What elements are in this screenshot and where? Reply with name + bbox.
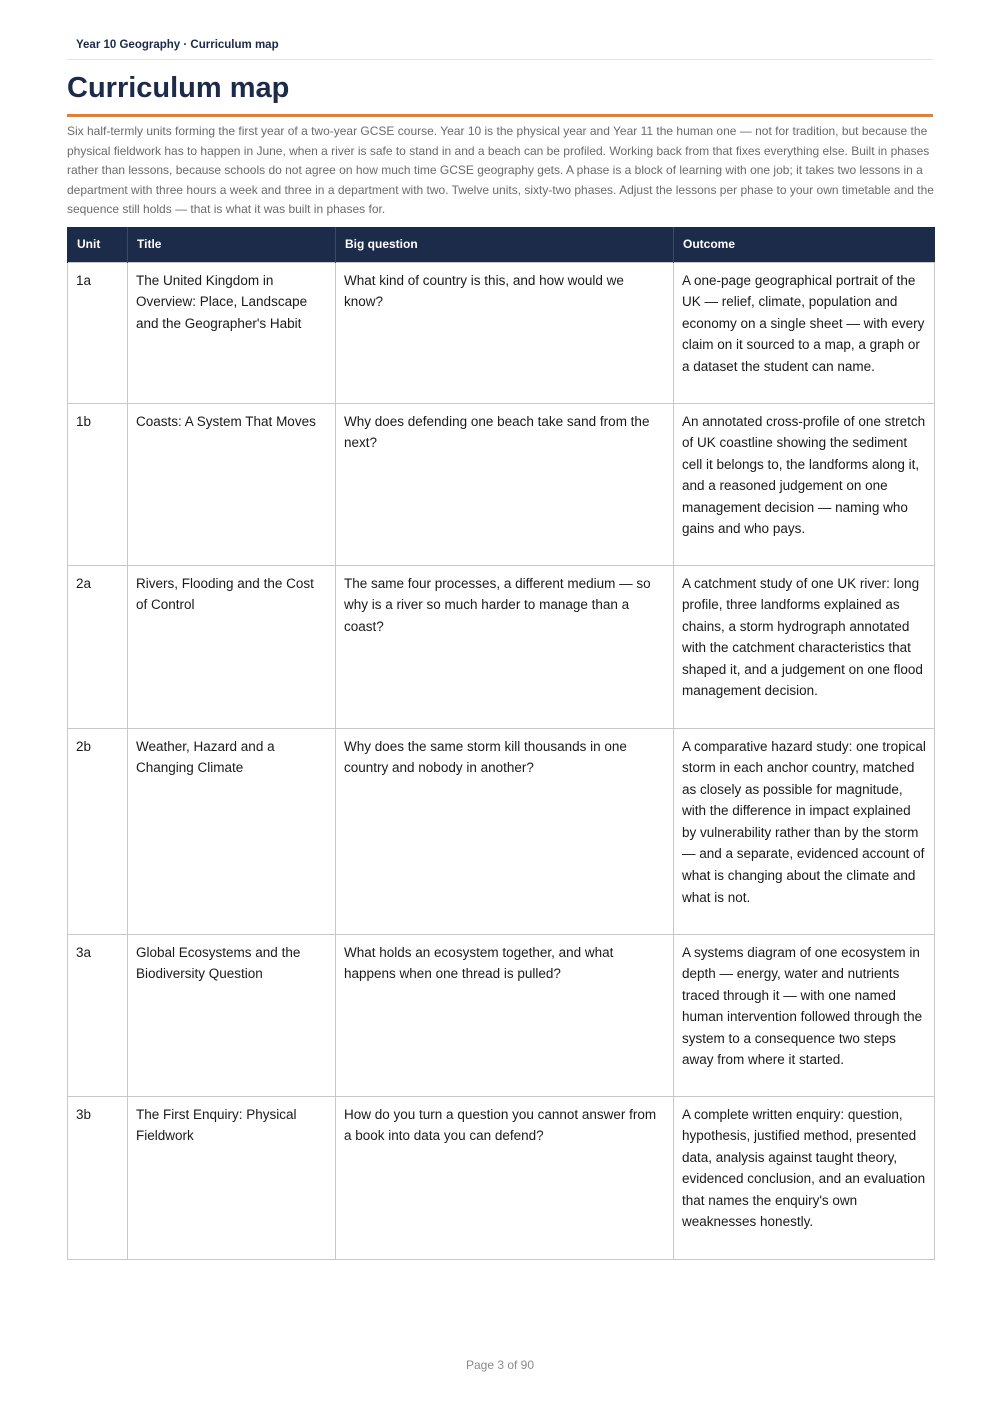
big-question-cell: The same four processes, a different medium — so why is a river so much harder to manage than a coast?	[336, 565, 674, 728]
table-row	[68, 1096, 935, 1259]
running-header: Year 10 Geography · Curriculum map	[67, 38, 933, 60]
unit-cell: 2a	[68, 565, 128, 728]
column-header-title: Title	[128, 227, 336, 262]
table-row	[68, 403, 935, 565]
column-header-big-question: Big question	[336, 227, 674, 262]
title-cell: Weather, Hazard and a Changing Climate	[128, 728, 336, 934]
table-row	[68, 565, 935, 728]
column-header-unit: Unit	[68, 227, 128, 262]
column-header-outcome: Outcome	[674, 227, 935, 262]
unit-cell: 2b	[68, 728, 128, 934]
title-cell: The First Enquiry: Physical Fieldwork	[128, 1096, 336, 1259]
outcome-cell: A one-page geographical portrait of the UK — relief, climate, population and economy on a single sheet — with every claim on it sourced to a map, a graph or a dataset the student can name.	[674, 262, 935, 403]
table-row	[68, 934, 935, 1096]
title-cell: Coasts: A System That Moves	[128, 403, 336, 565]
table-row	[68, 728, 935, 934]
big-question-cell: What holds an ecosystem together, and what happens when one thread is pulled?	[336, 934, 674, 1096]
outcome-cell: An annotated cross-profile of one stretch of UK coastline showing the sediment cell it belongs to, the landforms along it, and a reasoned judgement on one management decision — naming who gains and who pays.	[674, 403, 935, 565]
table-row	[68, 262, 935, 403]
outcome-cell: A comparative hazard study: one tropical storm in each anchor country, matched as closely as possible for magnitude, with the difference in impact explained by vulnerability rather than by the storm — and a separate, evidenced account of what is changing about the climate and what is not.	[674, 728, 935, 934]
page-number: Page 3 of 90	[465, 1358, 535, 1372]
outcome-cell: A catchment study of one UK river: long profile, three landforms explained as chains, a storm hydrograph annotated with the catchment characteristics that shaped it, and a judgement on one flood management decision.	[674, 565, 935, 728]
title-cell: The United Kingdom in Overview: Place, Landscape and the Geographer's Habit	[128, 262, 336, 403]
title-cell: Rivers, Flooding and the Cost of Control	[128, 565, 336, 728]
outcome-cell: A complete written enquiry: question, hypothesis, justified method, presented data, analysis against taught theory, evidenced conclusion, and an evaluation that names the enquiry's own weaknesses honestly.	[674, 1096, 935, 1259]
big-question-cell: Why does the same storm kill thousands in one country and nobody in another?	[336, 728, 674, 934]
big-question-cell: Why does defending one beach take sand from the next?	[336, 403, 674, 565]
page-title: Curriculum map	[67, 68, 933, 117]
unit-cell: 3b	[68, 1096, 128, 1259]
unit-cell: 1b	[68, 403, 128, 565]
big-question-cell: What kind of country is this, and how would we know?	[336, 262, 674, 403]
table-header-row	[68, 227, 935, 262]
unit-cell: 1a	[68, 262, 128, 403]
unit-cell: 3a	[68, 934, 128, 1096]
big-question-cell: How do you turn a question you cannot answer from a book into data you can defend?	[336, 1096, 674, 1259]
title-cell: Global Ecosystems and the Biodiversity Question	[128, 934, 336, 1096]
curriculum-table	[67, 227, 935, 1260]
intro-paragraph: Six half-termly units forming the first year of a two-year GCSE course. Year 10 is the physical year and Year 11 the human one — not for tradition, but because the physical fieldwork has to happen in June, when a river is safe to stand in and a beach can be profiled. Working back from that fixes everything else. Built in phases rather than lessons, because schools do not agree on how much time GCSE geography gets. A phase is a block of learning with one job; it takes two lessons in a department with three hours a week and three in a department with two. Twelve units, sixty-two phases. Adjust the lessons per phase to your own timetable and the sequence still holds — that is what it was built in phases for.	[67, 124, 934, 216]
outcome-cell: A systems diagram of one ecosystem in depth — energy, water and nutrients traced through it — with one named human intervention followed through the system to a consequence two steps away from where it started.	[674, 934, 935, 1096]
